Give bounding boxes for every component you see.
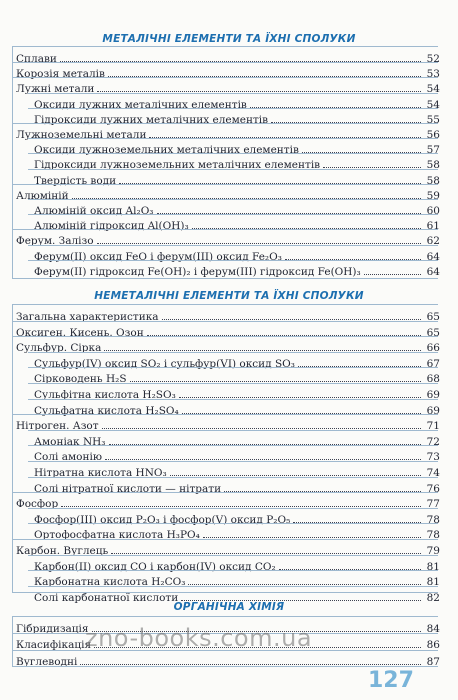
toc-entry-page: 69 — [426, 404, 440, 417]
toc-entry-page: 71 — [426, 420, 440, 433]
rule-line — [28, 169, 438, 170]
toc-entry-label: Солі амонію — [34, 451, 102, 464]
toc-entry-page: 54 — [426, 98, 440, 111]
toc-entry-label: Сульфур. Сірка — [16, 342, 102, 355]
toc-entry-page: 76 — [426, 482, 440, 495]
rule-line — [12, 278, 438, 279]
toc-entry-page: 68 — [426, 373, 440, 386]
toc-entry-label: Солі карбонатної кислоти — [34, 591, 179, 604]
toc-entry-label: Лужні метали — [16, 83, 95, 96]
toc-entry-label: Твердість води — [34, 174, 117, 187]
toc-entry-page: 82 — [426, 591, 440, 604]
toc-entry-label: Сірководень H₂S — [34, 373, 127, 386]
toc-entry-page: 57 — [426, 144, 440, 157]
rule-line — [12, 304, 438, 305]
rule-line — [28, 523, 438, 524]
toc-entry-label: Алюміній — [16, 189, 69, 202]
toc-entry-page: 59 — [426, 189, 440, 202]
rule-line — [12, 321, 438, 322]
toc-entry-label: Вуглеводні — [16, 655, 78, 668]
rule-line — [28, 352, 438, 353]
toc-entry-label: Солі нітратної кислоти — нітрати — [34, 482, 222, 495]
rule-line — [28, 214, 438, 215]
toc-entry-label: Сульфур(IV) оксид SO₂ і сульфур(VI) оксид SO₃ — [34, 357, 295, 370]
rule-line — [12, 184, 438, 185]
toc-entry-label: Загальна характеристика — [16, 311, 159, 323]
toc-entry-label: Оксиген. Кисень. Озон — [16, 326, 144, 339]
toc-entry-page: 66 — [426, 342, 440, 355]
toc-entry-page: 65 — [426, 326, 440, 339]
rule-line — [12, 616, 438, 617]
rule-line — [28, 461, 438, 462]
toc-entry-page: 69 — [426, 389, 440, 401]
toc-entry-page: 77 — [426, 498, 440, 511]
rule-line — [28, 93, 438, 94]
rule-line — [28, 555, 438, 556]
rule-line — [12, 592, 438, 593]
toc-entry-page: 84 — [426, 623, 440, 635]
rule-line — [28, 430, 438, 431]
toc-entry-page: 58 — [426, 174, 440, 187]
toc-entry-page: 78 — [426, 513, 440, 526]
rule-line — [12, 123, 438, 124]
toc-entry-label: Алюміній гідроксид Al(OH)₃ — [34, 220, 189, 233]
section-title-organic: ОРГАНІЧНА ХІМІЯ — [173, 601, 285, 613]
rule-line — [12, 492, 438, 493]
toc-entry-label: Фосфор(III) оксид P₂O₃ і фосфор(V) оксид P₂O₅ — [34, 513, 291, 526]
toc-entry-page: 81 — [426, 576, 440, 589]
toc-entry-page: 56 — [426, 129, 440, 141]
rule-line — [12, 539, 438, 540]
toc-entry-label: Алюміній оксид Al₂O₃ — [34, 205, 154, 217]
toc-entry-page: 61 — [426, 220, 440, 233]
toc-entry-page: 52 — [426, 53, 440, 65]
toc-entry-label: Карбонатна кислота H₂CO₃ — [34, 576, 186, 589]
rule-line — [28, 108, 438, 109]
toc-entry-page: 62 — [426, 235, 440, 248]
dot-leader — [80, 664, 421, 665]
toc-entry-page: 79 — [426, 545, 440, 557]
dot-leader — [181, 600, 421, 601]
toc-entry-label: Фосфор — [16, 498, 59, 511]
rule-line — [28, 260, 438, 261]
toc-entry-page: 78 — [426, 529, 440, 542]
rule-line — [28, 445, 438, 446]
toc-entry-page: 74 — [426, 467, 440, 479]
toc-entry-page: 53 — [426, 68, 440, 81]
toc-entry-page: 64 — [426, 250, 440, 263]
toc-entry-label: Гідроксиди лужних металічних елементів — [34, 113, 269, 126]
rule-line — [12, 666, 438, 667]
toc-entry-page: 73 — [426, 451, 440, 464]
toc-entry-label: Нітроген. Азот — [16, 420, 99, 433]
toc-entry-label: Ферум. Залізо — [16, 235, 94, 248]
rule-line — [28, 570, 438, 571]
toc-entry[interactable] — [12, 587, 440, 604]
rule-line — [28, 138, 438, 139]
toc-entry-label: Лужноземельні метали — [16, 129, 147, 141]
section-title-metals: МЕТАЛІЧНІ ЕЛЕМЕНТИ ТА ЇХНІ СПОЛУКИ — [102, 33, 356, 45]
rule-line — [28, 477, 438, 478]
toc-entry-label: Нітратна кислота HNO₃ — [34, 467, 167, 479]
toc-entry-label: Сплави — [16, 53, 57, 65]
rule-line — [28, 367, 438, 368]
toc-entry-label: Корозія металів — [16, 68, 105, 81]
rule-line — [28, 399, 438, 400]
toc-entry-page: 72 — [426, 435, 440, 448]
section-title-nonmetals: НЕМЕТАЛІЧНІ ЕЛЕМЕНТИ ТА ЇХНІ СПОЛУКИ — [94, 290, 364, 302]
toc-entry-page: 54 — [426, 83, 440, 96]
toc-entry-page: 55 — [426, 113, 440, 126]
rule-line — [12, 62, 438, 63]
toc-entry-page: 87 — [426, 655, 440, 668]
rule-line — [12, 414, 438, 415]
page-number: 127 — [368, 668, 414, 693]
rule-line — [28, 508, 438, 509]
toc-entry-page: 64 — [426, 265, 440, 278]
toc-entry-label: Гідроксиди лужноземельних металічних елементів — [34, 159, 321, 172]
rule-line — [28, 245, 438, 246]
toc-entry-label: Ферум(II) оксид FeO і ферум(III) оксид Fe₂O₃ — [34, 250, 282, 263]
toc-entry-label: Карбон(II) оксид CO і карбон(IV) оксид CO₂ — [34, 560, 276, 573]
rule-line — [12, 46, 438, 47]
rule-line — [12, 77, 438, 78]
rule-line — [28, 153, 438, 154]
toc-entry-label: Оксиди лужноземельних металічних елементів — [34, 144, 299, 157]
toc-entry-label: Сульфатна кислота H₂SO₄ — [34, 404, 179, 417]
toc-entry-label: Сульфітна кислота H₂SO₃ — [34, 389, 176, 401]
toc-entry-page: 81 — [426, 560, 440, 573]
toc-entry-label: Амоніак NH₃ — [34, 435, 106, 448]
toc-entry-label: Ферум(II) гідроксид Fe(OH)₂ і ферум(III) гідроксид Fe(OH)₃ — [34, 265, 361, 278]
toc-entry-page: 58 — [426, 159, 440, 172]
rule-line — [28, 383, 438, 384]
toc-entry-label: Оксиди лужних металічних елементів — [34, 98, 247, 111]
toc-entry-page: 67 — [426, 357, 440, 370]
rule-line — [28, 199, 438, 200]
toc-entry-label: Ортофосфатна кислота H₃PO₄ — [34, 529, 200, 542]
toc-entry-page: 60 — [426, 205, 440, 217]
rule-line — [12, 229, 438, 230]
toc-entry-page: 65 — [426, 311, 440, 323]
dot-leader — [364, 274, 421, 275]
toc-entry-label: Гібридизація — [16, 623, 89, 635]
toc-entry[interactable] — [12, 261, 440, 278]
rule-line — [28, 586, 438, 587]
toc-entry-page: 86 — [426, 639, 440, 652]
watermark: zno-books.com.ua — [85, 624, 313, 652]
toc-entry-label: Карбон. Вуглець — [16, 545, 109, 557]
toc-entry-label: Класифікація — [16, 639, 92, 652]
rule-line — [12, 336, 438, 337]
